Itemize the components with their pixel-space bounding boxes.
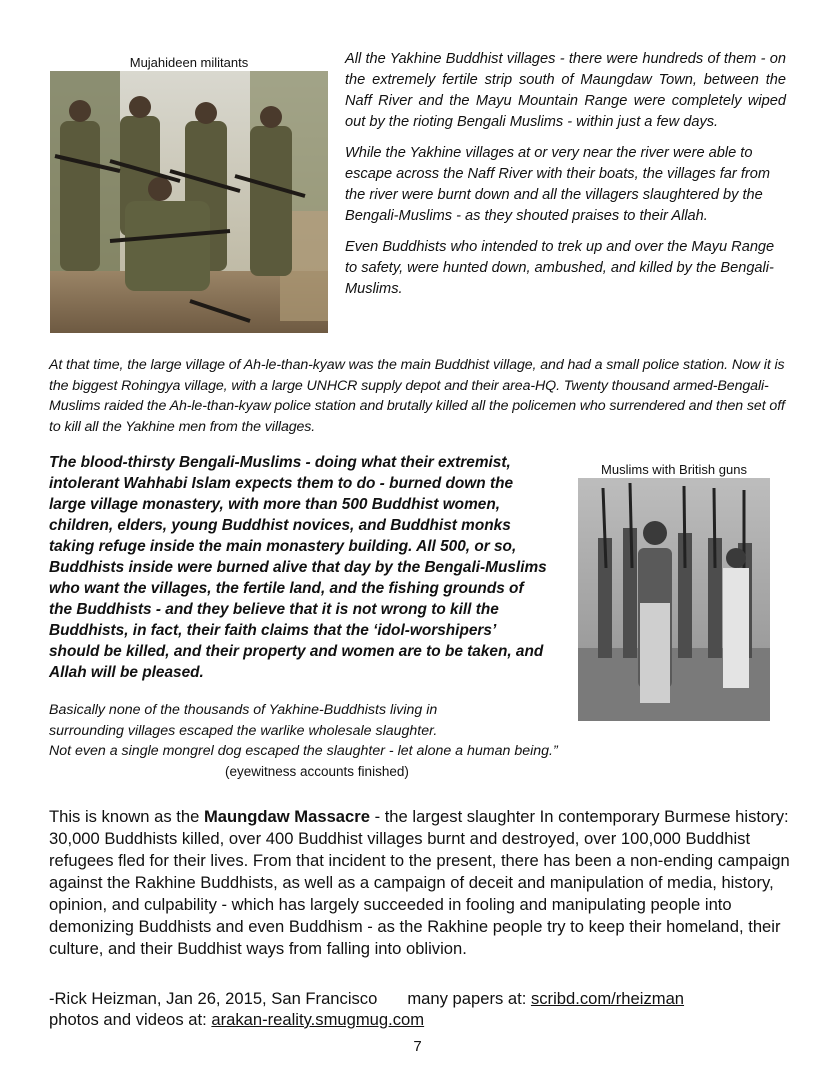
col-paragraph-1: All the Yakhine Buddhist villages - there were hundreds of them - on the extremely fertile strip south of Maungdaw Town, between the Naff River and the Mayu Mountain Range were completely wiped out by the rioting Bengali Muslims - within just a few days.: [345, 51, 786, 130]
photo-caption-british-guns: Muslims with British guns: [601, 462, 747, 477]
maungdaw-massacre-term: Maungdaw Massacre: [203, 807, 370, 826]
full-width-paragraph-block: [49, 355, 794, 437]
closing-lines-block: [49, 700, 609, 762]
page-number: 7: [413, 1038, 422, 1055]
closing-line-1: Basically none of the thousands of Yakhine-Buddhists living in: [49, 702, 438, 718]
main-paragraph-block: [49, 806, 794, 960]
col-paragraph-3: Even Buddhists who intended to trek up and over the Mayu Range to safety, were hunted down, ambushed, and killed by the Bengali-Muslims.: [345, 239, 775, 297]
col-paragraph-2: While the Yakhine villages at or very near the river were able to escape across the Naff River with their boats, the villages far from the river were burnt down and all the villagers slaughtered by the Bengali-Muslims - as they shouted praises to their Allah.: [345, 145, 771, 224]
photo-caption-mujahideen: Mujahideen militants: [129, 55, 249, 70]
right-column-text: [345, 49, 786, 300]
signature: -Rick Heizman, Jan 26, 2015, San Francisco: [49, 989, 378, 1008]
photo-muslims-british-guns: [578, 478, 770, 721]
photos-line: [49, 1009, 749, 1031]
eyewitness-note: (eyewitness accounts finished): [225, 764, 409, 779]
bold-paragraph: The blood-thirsty Bengali-Muslims - doing what their extremist, intolerant Wahhabi Islam expects them to do - burned down the large village monastery, with more than 500 Buddhist women, children, elders, young Buddhist novices, and Buddhist monks taking refuge inside the main monastery building. All 500, or so, Buddhists inside were burned alive that day by the Bengali-Muslims who want the villages, the fertile land, and the fishing grounds of the Buddhists - and they believe that it is not wrong to kill the Buddhists, in fact, their faith claims that the ‘idol-worshipers’ should be killed, and their property and women are to be taken, and Allah will be pleased.: [49, 454, 547, 681]
closing-line-2: surrounding villages escaped the warlike wholesale slaughter.: [49, 722, 438, 739]
main-intro: This is known as the: [49, 807, 204, 826]
main-paragraph: [49, 806, 794, 960]
smugmug-link[interactable]: arakan-reality.smugmug.com: [211, 1010, 425, 1029]
closing-line-3: Not even a single mongrel dog escaped the slaughter - let alone a human being.”: [49, 743, 558, 759]
scribd-link[interactable]: scribd.com/rheizman: [530, 989, 685, 1008]
photos-label: photos and videos at:: [49, 1010, 212, 1029]
full-width-paragraph: At that time, the large village of Ah-le-than-kyaw was the main Buddhist village, and had a small police station. Now it is the biggest Rohingya village, with a large UNHCR supply depot and their area-HQ. Twenty thousand armed-Bengali-Muslims raided the Ah-le-than-kyaw police station and brutally killed all the policemen who surrendered and then set off to kill all the Yakhine men from the villages.: [49, 357, 785, 435]
main-rest: - the largest slaughter In contemporary Burmese history: 30,000 Buddhists killed, over 400 Buddhist villages burnt and destroyed, over 100,000 Buddhist refugees fled for their lives. From that incident to the present, there has been a non-ending campaign against the Rakhine Buddhists, as well as a campaign of deceit and manipulation of media, history, opinion, and culpability - which has largely succeeded in fooling and manipulating people into demonizing Buddhists and even Buddhism - as the Rakhine people try to keep their homeland, their culture, and their Buddhist ways from falling into oblivion.: [49, 807, 790, 958]
papers-label: many papers at:: [407, 989, 531, 1008]
signature-line: [49, 988, 809, 1010]
bold-paragraph-block: [49, 452, 549, 683]
photo-mujahideen-militants: [50, 71, 328, 333]
